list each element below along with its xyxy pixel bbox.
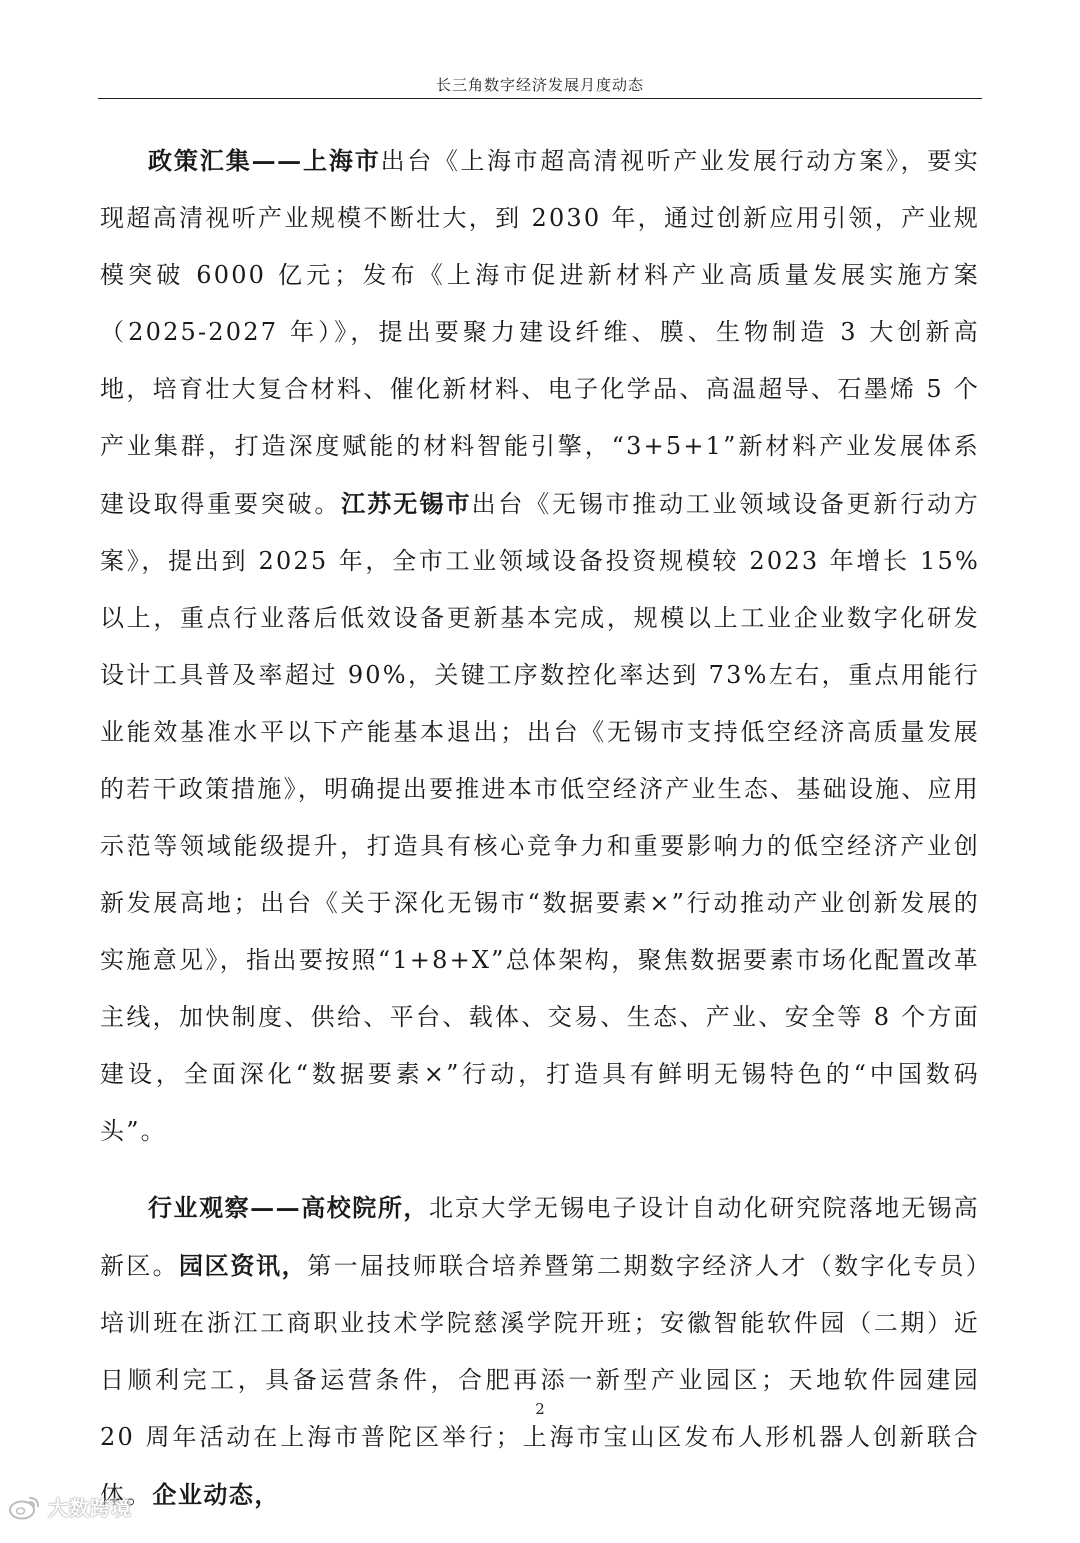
document-body xyxy=(100,132,980,1543)
paragraph-policy xyxy=(100,132,980,1160)
weibo-icon xyxy=(8,1494,42,1520)
paragraph-industry xyxy=(100,1179,980,1524)
page-header-title: 长三角数字经济发展月度动态 xyxy=(435,76,644,94)
heading-wuxi: 江苏无锡市 xyxy=(341,489,472,518)
heading-policy-shanghai: 政策汇集——上海市 xyxy=(148,146,381,175)
heading-enterprise-news: 企业动态， xyxy=(152,1480,280,1509)
text-park-news: 第一届技师联合培养暨第二期数字经济人才（数字化专员）培训班在浙江工商职业技术学院慈溪学院开班；安徽智能软件园（二期）近日顺利完工，具备运营条件，合肥再添一新型产业园区；天地软件园建园 20 周年活动在上海市普陀区举行；上海市宝山区发布人形机器人创新联合体。 xyxy=(100,1252,980,1509)
text-universities: 北京大学无锡电子设计自动化研究院落地无锡高新区。 xyxy=(100,1194,981,1280)
watermark xyxy=(8,1492,132,1521)
text-shanghai-policies: 出台《上海市超高清视听产业发展行动方案》，要实现超高清视听产业规模不断壮大，到 2030 年，通过创新应用引领，产业规模突破 6000 亿元；发布《上海市促进新材料产业高质量发展实施方案（2025-2027 年）》，提出要聚力建设纤维、膜、生物制造 3 大创新高地，培育壮大复合材料、催化新材料、电子化学品、高温超导、石墨烯 5 个产业集群，打造深度赋能的材料智能引擎，“3+5+1”新材料产业发展体系建设取得重要突破。 xyxy=(100,147,980,518)
heading-industry-universities: 行业观察——高校院所， xyxy=(148,1193,429,1222)
text-wuxi-policies: 出台《无锡市推动工业领域设备更新行动方案》，提出到 2025 年，全市工业领域设备投资规模较 2023 年增长 15%以上，重点行业落后低效设备更新基本完成，规模以上工业企业数字化研发设计工具普及率超过 90%，关键工序数控化率达到 73%左右，重点用能行业能效基准水平以下产能基本退出；出台《无锡市支持低空经济高质量发展的若干政策措施》，明确提出要推进本市低空经济产业生态、基础设施、应用示范等领域能级提升，打造具有核心竞争力和重要影响力的低空经济产业创新发展高地；出台《关于深化无锡市“数据要素×”行动推动产业创新发展的实施意见》，指出要按照“1+8+X”总体架构，聚焦数据要素市场化配置改革主线，加快制度、供给、平台、载体、交易、生态、产业、安全等 8 个方面建设，全面深化“数据要素×”行动，打造具有鲜明无锡特色的“中国数码头”。 xyxy=(100,490,980,1145)
page-number: 2 xyxy=(535,1400,545,1418)
header-divider xyxy=(98,98,982,99)
watermark-text: 大数跨境 xyxy=(48,1496,132,1520)
heading-park-news: 园区资讯， xyxy=(179,1251,308,1280)
